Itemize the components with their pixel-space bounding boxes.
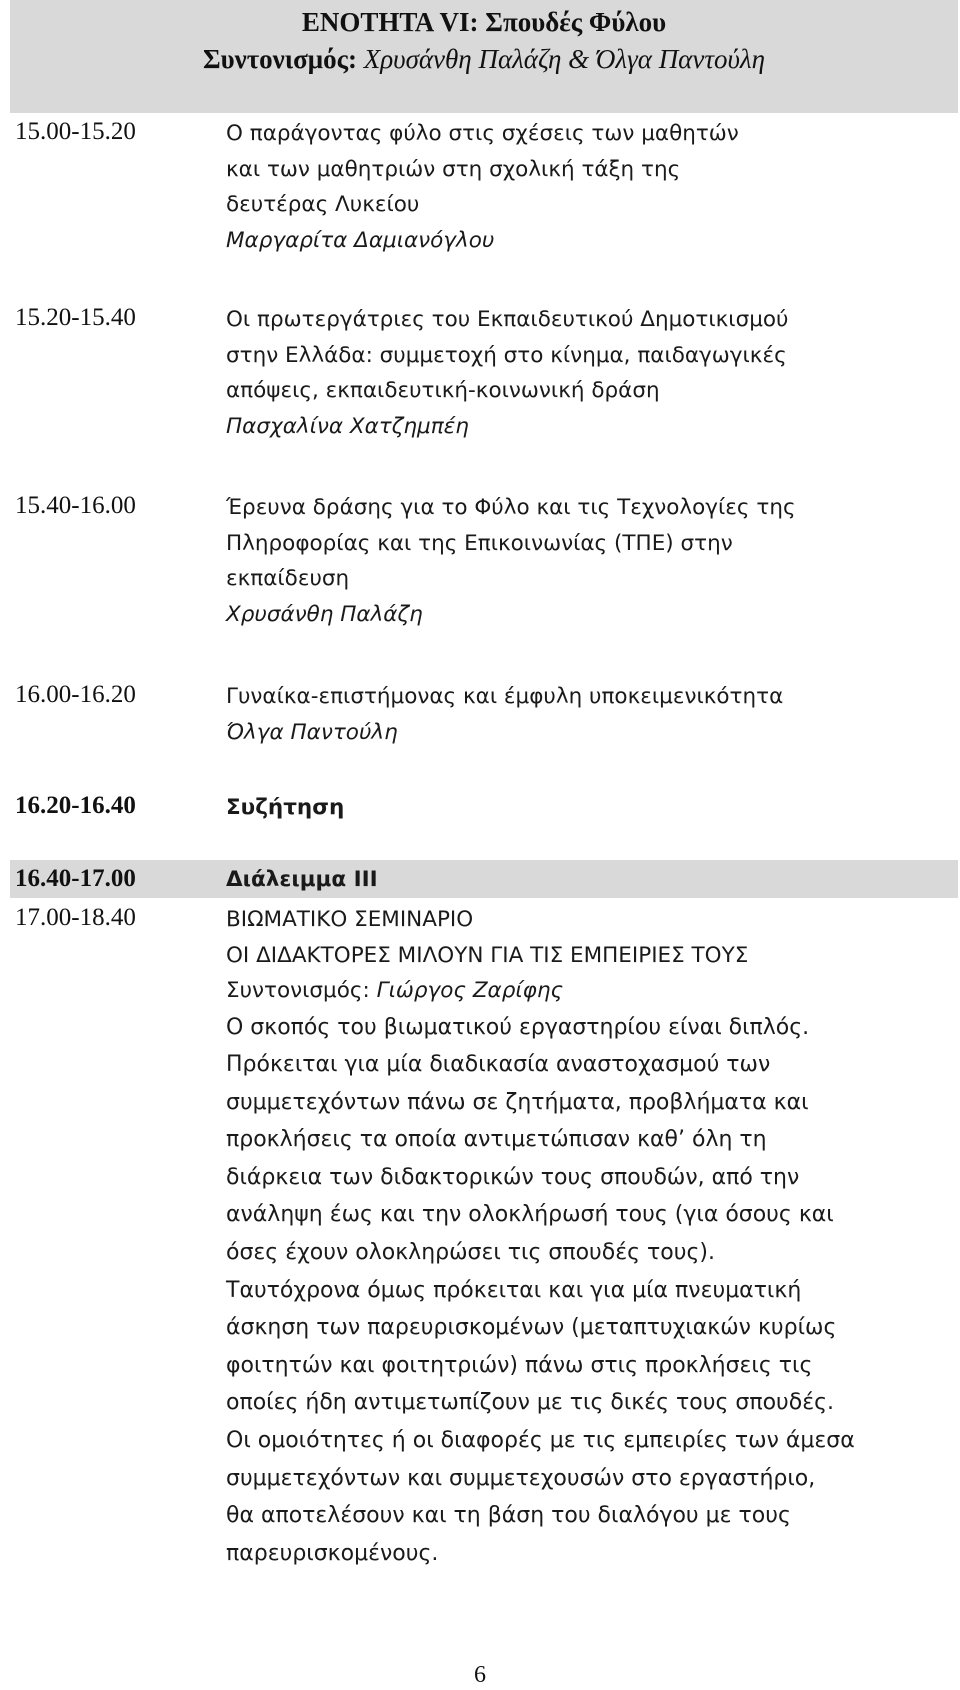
break-label: Διάλειμμα ΙΙΙ bbox=[226, 867, 378, 892]
session-title-line: Έρευνα δράσης για το Φύλο και τις Τεχνολογίες της bbox=[226, 495, 796, 520]
seminar-time: 17.00-18.40 bbox=[15, 904, 136, 931]
seminar-intro: Ο σκοπός του βιωματικού εργαστηρίου είναι διπλός. bbox=[226, 1014, 810, 1040]
session-details bbox=[226, 302, 956, 444]
description-line: Πρόκειται για μία διαδικασία αναστοχασμού των bbox=[226, 1052, 771, 1078]
section-coordinators bbox=[10, 41, 958, 78]
seminar-coord-name: Γιώργος Ζαρίφης bbox=[376, 978, 564, 1003]
seminar-subtitle: ΟΙ ΔΙΔΑΚΤΟΡΕΣ ΜΙΛΟΥΝ ΓΙΑ ΤΙΣ ΕΜΠΕΙΡΙΕΣ ΤΟΥΣ bbox=[226, 942, 749, 968]
session-title-line: απόψεις, εκπαιδευτική-κοινωνική δράση bbox=[226, 378, 660, 403]
session-time: 16.00-16.20 bbox=[15, 681, 136, 708]
seminar-coord-label: Συντονισμός: bbox=[226, 978, 370, 1003]
description-line: συμμετεχόντων και συμμετεχουσών στο εργαστήριο, bbox=[226, 1465, 816, 1491]
seminar-description bbox=[226, 1046, 956, 1572]
description-line: ανάληψη έως και την ολοκλήρωσή τους (για όσους και bbox=[226, 1202, 834, 1228]
session-details bbox=[226, 490, 956, 632]
session-details bbox=[226, 679, 956, 750]
seminar-coordinator bbox=[226, 973, 956, 1009]
description-line: Οι ομοιότητες ή οι διαφορές με τις εμπειρίες των άμεσα bbox=[226, 1428, 855, 1454]
session-author: Μαργαρίτα Δαμιανόγλου bbox=[226, 227, 495, 253]
section-title: ΕΝΟΤΗΤΑ VI: Σπουδές Φύλου bbox=[301, 7, 667, 37]
description-line: διάρκεια των διδακτορικών τους σπουδών, από την bbox=[226, 1164, 800, 1190]
description-line: φοιτητών και φοιτητριών) πάνω στις προκλήσεις τις bbox=[226, 1352, 813, 1378]
session-title-line: Οι πρωτεργάτριες του Εκπαιδευτικού Δημοτικισμού bbox=[226, 307, 789, 332]
session-title-line: Ο παράγοντας φύλο στις σχέσεις των μαθητών bbox=[226, 121, 739, 146]
session-title-line: Πληροφορίας και της Επικοινωνίας (ΤΠΕ) στην bbox=[226, 530, 733, 556]
session-time: 15.20-15.40 bbox=[15, 304, 136, 331]
session-title-line: και των μαθητριών στη σχολική τάξη της bbox=[226, 156, 681, 182]
page-number: 6 bbox=[474, 1662, 486, 1688]
session-time: 15.00-15.20 bbox=[15, 118, 136, 145]
break-time: 16.40-17.00 bbox=[15, 865, 136, 892]
coordinators-label: Συντονισμός: bbox=[202, 44, 357, 74]
session-title-line: στην Ελλάδα: συμμετοχή στο κίνημα, παιδαγωγικές bbox=[226, 342, 787, 368]
session-details bbox=[226, 116, 956, 258]
seminar-details bbox=[226, 902, 956, 1572]
session-author: Χρυσάνθη Παλάζη bbox=[226, 601, 423, 627]
session-time: 15.40-16.00 bbox=[15, 492, 136, 519]
session-title-line: Γυναίκα-επιστήμονας και έμφυλη υποκειμενικότητα bbox=[226, 684, 784, 709]
description-line: συμμετεχόντων πάνω σε ζητήματα, προβλήματα και bbox=[226, 1089, 809, 1115]
description-line: οποίες ήδη αντιμετωπίζουν με τις δικές τους σπουδές. bbox=[226, 1390, 835, 1416]
session-title-line: εκπαίδευση bbox=[226, 566, 350, 591]
description-line: προκλήσεις τα οποία αντιμετώπισαν καθ’ όλη τη bbox=[226, 1127, 767, 1153]
description-line: παρευρισκομένους. bbox=[226, 1540, 439, 1566]
session-author: Όλγα Παντούλη bbox=[226, 719, 398, 745]
description-line: όσες έχουν ολοκληρώσει τις σπουδές τους). bbox=[226, 1240, 715, 1266]
discussion-label: Συζήτηση bbox=[226, 795, 345, 820]
description-line: θα αποτελέσουν και τη βάση του διαλόγου με τους bbox=[226, 1503, 791, 1529]
section-header bbox=[10, 0, 958, 113]
description-line: άσκηση των παρευρισκομένων (μεταπτυχιακών κυρίως bbox=[226, 1315, 837, 1341]
seminar-title: ΒΙΩΜΑΤΙΚΟ ΣΕΜΙΝΑΡΙΟ bbox=[226, 907, 474, 932]
session-author: Πασχαλίνα Χατζημπέη bbox=[226, 413, 469, 439]
coordinators-names: Χρυσάνθη Παλάζη & Όλγα Παντούλη bbox=[363, 44, 765, 74]
description-line: Ταυτόχρονα όμως πρόκειται και για μία πνευματική bbox=[226, 1277, 802, 1303]
session-title-line: δευτέρας Λυκείου bbox=[226, 192, 420, 217]
discussion-time: 16.20-16.40 bbox=[15, 792, 136, 819]
